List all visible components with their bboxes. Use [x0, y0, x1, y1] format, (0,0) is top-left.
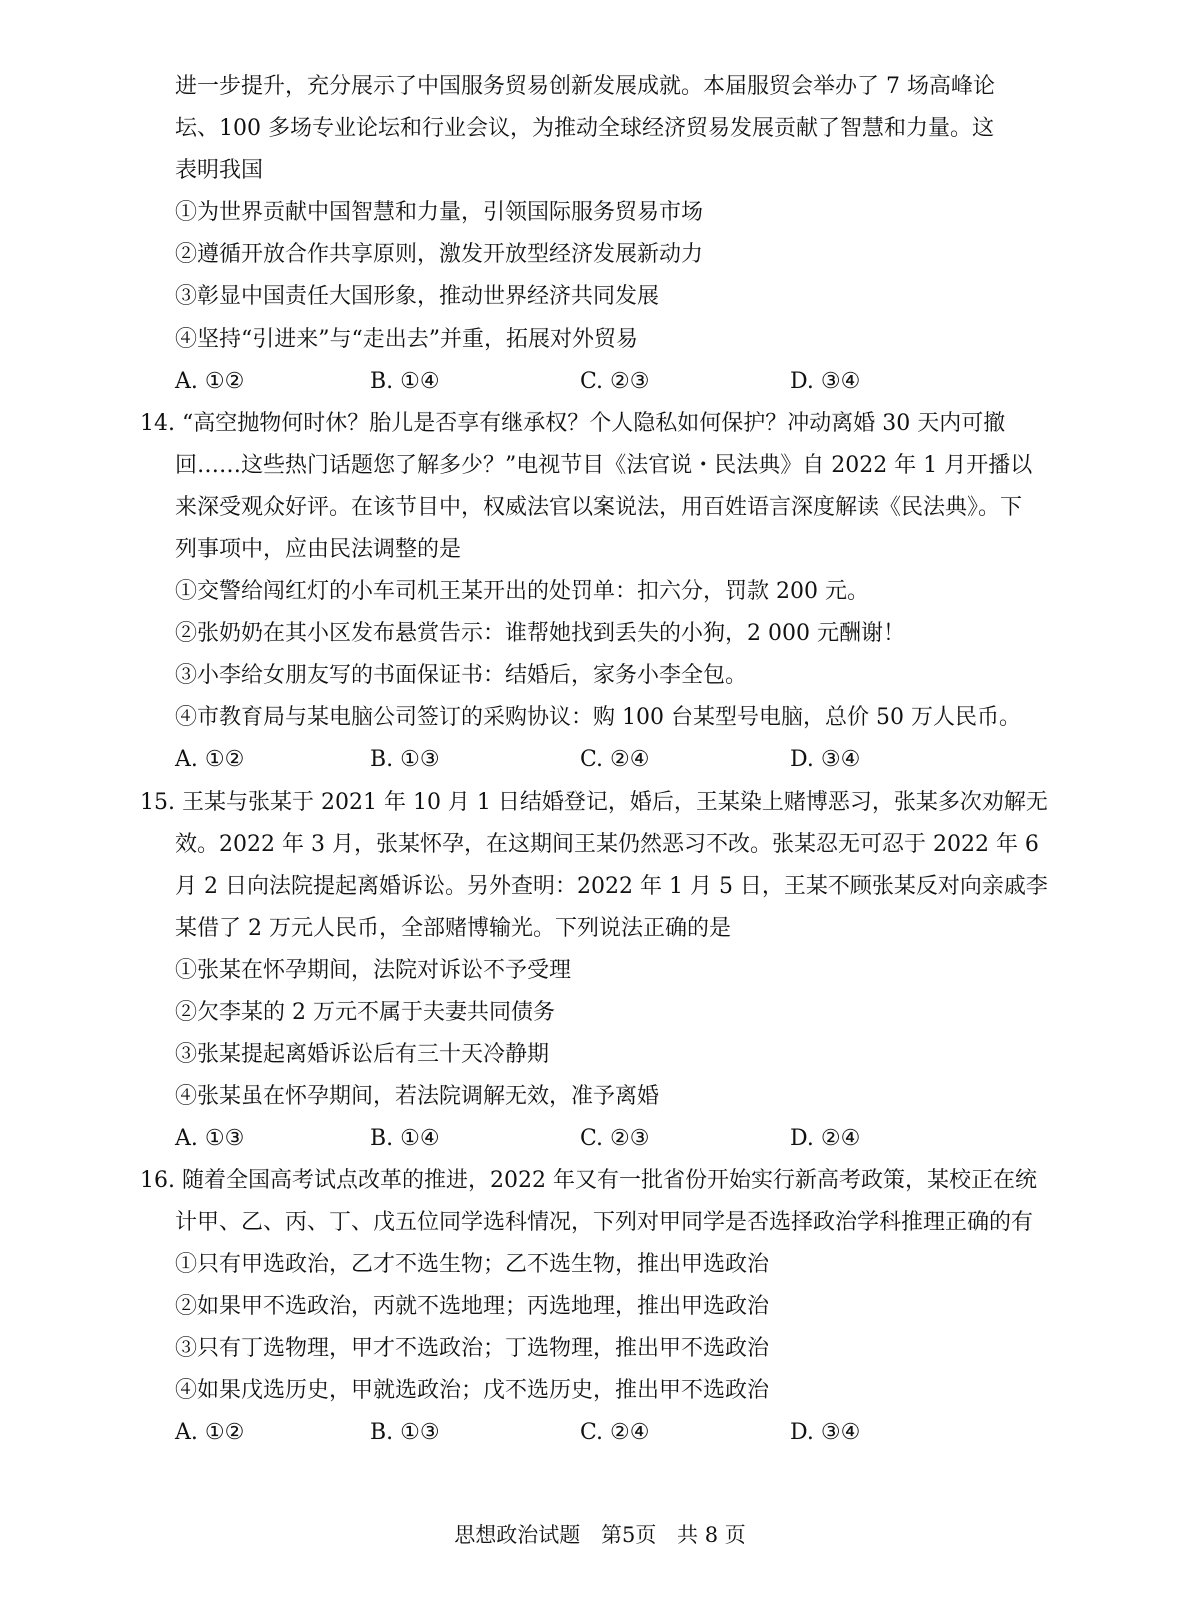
- question-13-stem-line: 坛、100 多场专业论坛和行业会议，为推动全球经济贸易发展贡献了智慧和力量。这: [175, 116, 994, 141]
- question-13-item: ②遵循开放合作共享原则，激发开放型经济发展新动力: [175, 242, 704, 267]
- question-15-stem-line: 某借了 2 万元人民币，全部赌博输光。下列说法正确的是: [175, 916, 731, 941]
- question-14-choice-d: D. ③④: [790, 747, 861, 772]
- question-13-choice-a: A. ①②: [175, 369, 245, 394]
- question-16-choice-b: B. ①③: [370, 1420, 440, 1445]
- question-14-stem-line: 列事项中，应由民法调整的是: [175, 537, 462, 562]
- question-16-stem-line: 计甲、乙、丙、丁、戊五位同学选科情况，下列对甲同学是否选择政治学科推理正确的有: [175, 1210, 1034, 1235]
- question-15-choice-c: C. ②③: [580, 1126, 650, 1151]
- question-16-item: ②如果甲不选政治，丙就不选地理；丙选地理，推出甲选政治: [175, 1294, 770, 1319]
- question-13-stem-line: 进一步提升，充分展示了中国服务贸易创新发展成就。本届服贸会举办了 7 场高峰论: [175, 74, 995, 99]
- question-15-choice-d: D. ②④: [790, 1126, 861, 1151]
- question-14-item: ②张奶奶在其小区发布悬赏告示：谁帮她找到丢失的小狗，2 000 元酬谢！: [175, 621, 905, 646]
- question-13-stem-line: 表明我国: [175, 158, 264, 183]
- question-16-item: ④如果戊选历史，甲就选政治；戊不选历史，推出甲不选政治: [175, 1378, 770, 1403]
- footer-page-number: 第5页: [600, 1523, 657, 1547]
- question-16-choice-a: A. ①②: [175, 1420, 245, 1445]
- question-13-item: ①为世界贡献中国智慧和力量，引领国际服务贸易市场: [175, 200, 704, 225]
- question-13-choice-d: D. ③④: [790, 369, 861, 394]
- question-15-stem-line: 15. 王某与张某于 2021 年 10 月 1 日结婚登记，婚后，王某染上赌博恶习，张某多次劝解无: [140, 790, 1048, 815]
- question-13-item: ④坚持“引进来”与“走出去”并重，拓展对外贸易: [175, 327, 638, 352]
- question-14-choice-a: A. ①②: [175, 747, 245, 772]
- question-15-item: ①张某在怀孕期间，法院对诉讼不予受理: [175, 958, 572, 983]
- question-16-stem-line: 16. 随着全国高考试点改革的推进，2022 年又有一批省份开始实行新高考政策，某校正在统: [140, 1168, 1037, 1193]
- question-14-stem-line: 14. “高空抛物何时休？胎儿是否享有继承权？个人隐私如何保护？冲动离婚 30 天内可撤: [140, 411, 1006, 436]
- question-14-item: ③小李给女朋友写的书面保证书：结婚后，家务小李全包。: [175, 663, 748, 688]
- question-14-item: ④市教育局与某电脑公司签订的采购协议：购 100 台某型号电脑，总价 50 万人民币。: [175, 705, 1021, 730]
- question-15-item: ③张某提起离婚诉讼后有三十天冷静期: [175, 1042, 550, 1067]
- question-13-choice-b: B. ①④: [370, 369, 440, 394]
- question-16-choice-d: D. ③④: [790, 1420, 861, 1445]
- question-14-choice-b: B. ①③: [370, 747, 440, 772]
- question-16-item: ①只有甲选政治，乙才不选生物；乙不选生物，推出甲选政治: [175, 1252, 770, 1277]
- question-14-stem-line: 回……这些热门话题您了解多少？”电视节目《法官说・民法典》自 2022 年 1 月开播以: [175, 453, 1033, 478]
- question-14-stem-line: 来深受观众好评。在该节目中，权威法官以案说法，用百姓语言深度解读《民法典》。下: [175, 495, 1023, 520]
- page-footer: [0, 1520, 1200, 1550]
- footer-total-pages: 共 8 页: [677, 1523, 746, 1547]
- question-15-item: ②欠李某的 2 万元不属于夫妻共同债务: [175, 1000, 555, 1025]
- footer-subject: 思想政治试题: [454, 1523, 581, 1547]
- question-14-item: ①交警给闯红灯的小车司机王某开出的处罚单：扣六分，罚款 200 元。: [175, 579, 869, 604]
- question-13-choice-c: C. ②③: [580, 369, 650, 394]
- question-16-item: ③只有丁选物理，甲才不选政治；丁选物理，推出甲不选政治: [175, 1336, 770, 1361]
- question-15-item: ④张某虽在怀孕期间，若法院调解无效，准予离婚: [175, 1084, 660, 1109]
- question-14-choice-c: C. ②④: [580, 747, 650, 772]
- question-16-choice-c: C. ②④: [580, 1420, 650, 1445]
- question-15-choice-a: A. ①③: [175, 1126, 245, 1151]
- question-15-stem-line: 效。2022 年 3 月，张某怀孕，在这期间王某仍然恶习不改。张某忍无可忍于 2022 年 6: [175, 832, 1039, 857]
- question-15-choice-b: B. ①④: [370, 1126, 440, 1151]
- question-15-stem-line: 月 2 日向法院提起离婚诉讼。另外查明：2022 年 1 月 5 日，王某不顾张某反对向亲戚李: [175, 874, 1048, 899]
- question-13-item: ③彰显中国责任大国形象，推动世界经济共同发展: [175, 284, 660, 309]
